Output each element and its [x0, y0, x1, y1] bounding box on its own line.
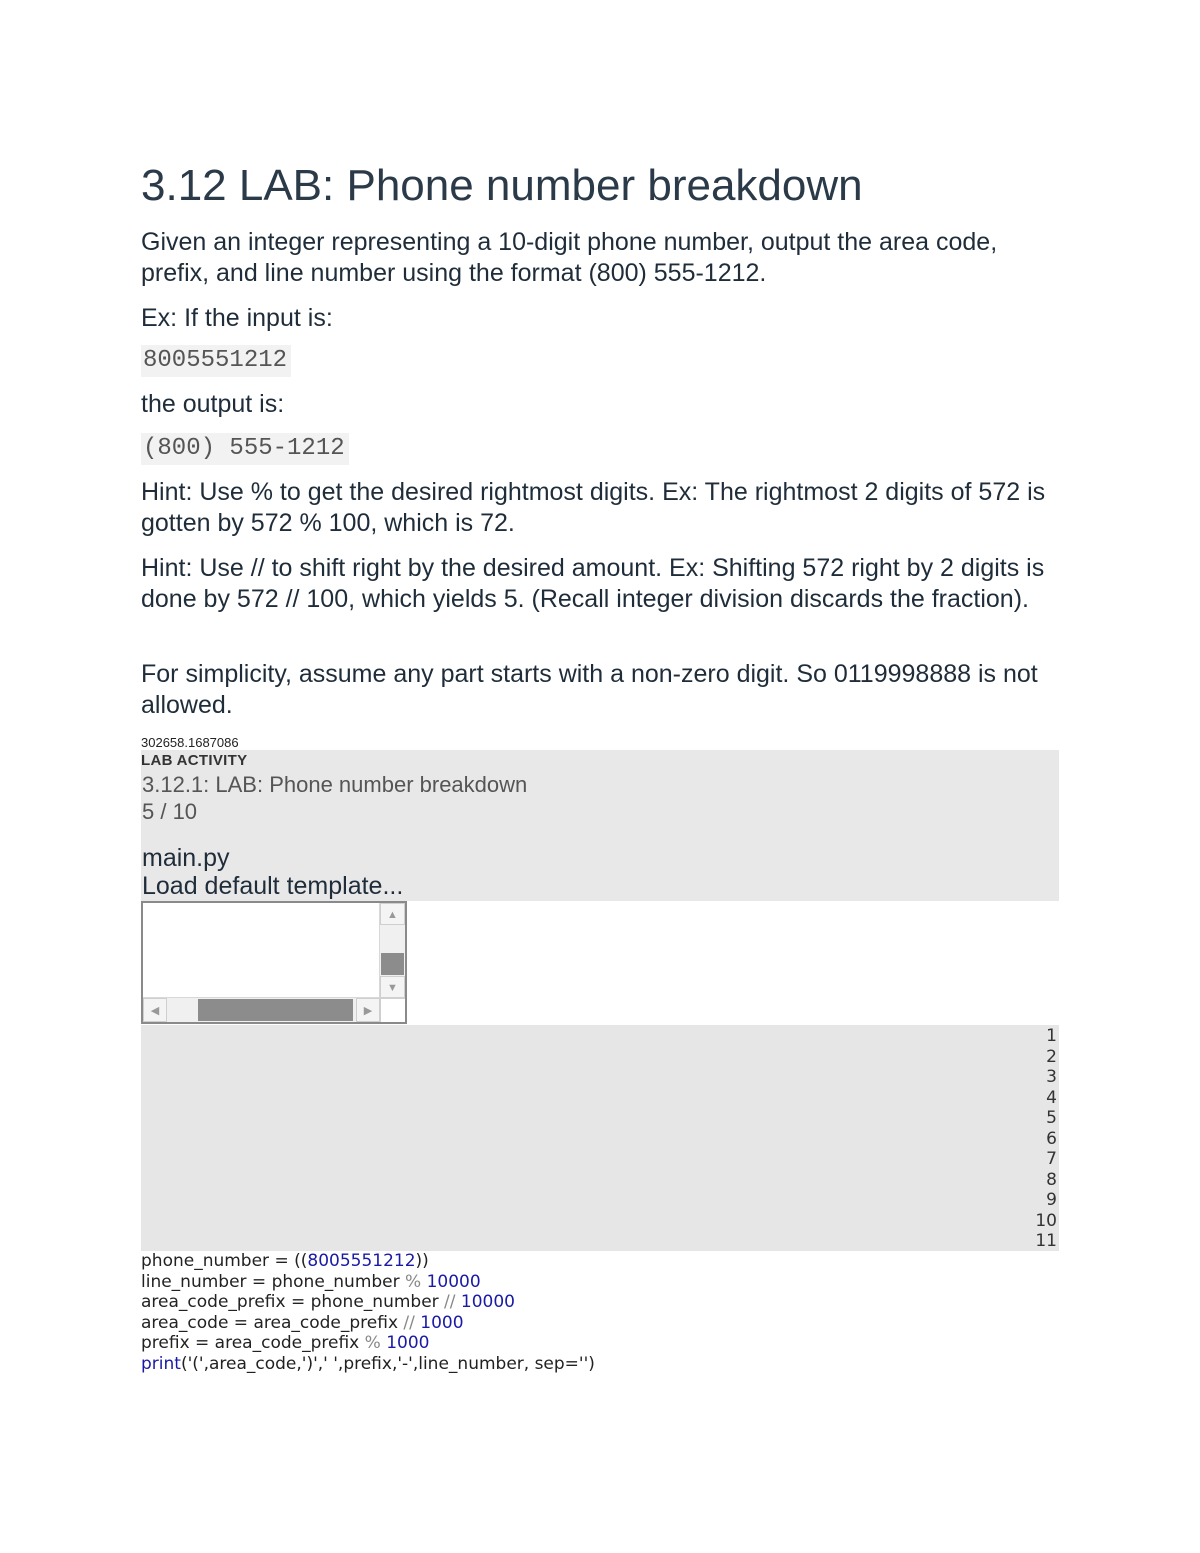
code-token: 1000 [420, 1312, 464, 1333]
code-token: 8005551212 [307, 1251, 416, 1271]
code-line[interactable] [141, 1251, 1059, 1272]
activity-score: 5 / 10 [142, 799, 198, 824]
code-token: // [444, 1292, 456, 1312]
example-output-label: the output is: [141, 390, 285, 418]
line-number: 9 [1046, 1190, 1057, 1210]
line-number: 10 [1035, 1210, 1057, 1231]
activity-title: 3.12.1: LAB: Phone number breakdown [142, 772, 528, 797]
line-number: 4 [1046, 1087, 1057, 1108]
code-token: )) [415, 1251, 429, 1271]
vertical-scrollbar[interactable] [379, 903, 405, 998]
activity-label: LAB ACTIVITY [141, 752, 248, 769]
line-number: 8 [1046, 1169, 1057, 1190]
example-input-label: Ex: If the input is: [141, 304, 333, 332]
line-number: 5 [1046, 1108, 1057, 1128]
code-line[interactable] [141, 1333, 1059, 1354]
triangle-up-icon[interactable]: ▲ [380, 903, 405, 925]
example-output-code: (800) 555-1212 [141, 433, 349, 465]
code-token: 10000 [426, 1271, 481, 1292]
code-token: 10000 [460, 1292, 516, 1312]
code-token: % [405, 1271, 422, 1292]
code-token: % [364, 1333, 381, 1353]
line-number: 6 [1046, 1128, 1057, 1149]
scrollable-text-box[interactable] [141, 901, 407, 1024]
file-name: main.py [142, 844, 230, 872]
triangle-left-icon[interactable]: ◀ [143, 998, 167, 1022]
line-number: 11 [1035, 1231, 1057, 1251]
activity-id: 302658.1687086 [141, 735, 239, 750]
code-editor[interactable] [141, 1251, 1059, 1374]
code-line[interactable] [141, 1313, 1059, 1334]
hint-modulo: Hint: Use % to get the desired rightmost digits. Ex: The rightmost 2 digits of 572 is gotten by 572 % 100, which is 72. [141, 478, 1046, 537]
code-token: print [141, 1353, 181, 1374]
code-token: ('(',area_code,')',' ',prefix,'-',line_number, sep='') [180, 1353, 595, 1374]
example-input-code: 8005551212 [141, 345, 291, 377]
line-number: 3 [1046, 1067, 1057, 1087]
horizontal-scrollbar[interactable] [143, 997, 380, 1022]
code-line[interactable] [141, 1292, 1059, 1313]
code-token: prefix = area_code_prefix [141, 1333, 365, 1353]
code-token: phone_number = (( [141, 1251, 308, 1271]
simplicity-note: For simplicity, assume any part starts with a non-zero digit. So 0119998888 is not allowed. [141, 660, 1038, 719]
code-token: line_number = phone_number [141, 1271, 406, 1292]
intro-paragraph: Given an integer representing a 10-digit phone number, output the area code, prefix, and line number using the format (800) 555-1212. [141, 228, 998, 287]
code-token: // [403, 1312, 415, 1333]
triangle-down-icon[interactable]: ▼ [380, 976, 405, 998]
code-token: area_code = area_code_prefix [141, 1312, 404, 1333]
page-title: 3.12 LAB: Phone number breakdown [141, 161, 863, 210]
scrollbar-corner [380, 998, 405, 1022]
load-default-template-link[interactable]: Load default template... [142, 872, 404, 900]
lab-activity-panel [141, 750, 1059, 901]
line-number: 7 [1046, 1149, 1057, 1169]
line-number-gutter [141, 1025, 1059, 1251]
code-token: area_code_prefix = phone_number [141, 1292, 445, 1312]
horizontal-scroll-thumb[interactable] [198, 999, 353, 1021]
vertical-scroll-thumb[interactable] [381, 953, 404, 975]
code-line[interactable] [141, 1354, 1059, 1375]
hint-floor-division: Hint: Use // to shift right by the desired amount. Ex: Shifting 572 right by 2 digits is done by 572 // 100, which yields 5. (Recall integer division discards the fraction). [141, 554, 1045, 613]
triangle-right-icon[interactable]: ▶ [356, 998, 380, 1022]
line-number: 2 [1046, 1046, 1057, 1067]
code-line[interactable] [141, 1272, 1059, 1293]
code-token: 1000 [386, 1333, 430, 1353]
line-number: 1 [1046, 1026, 1057, 1046]
